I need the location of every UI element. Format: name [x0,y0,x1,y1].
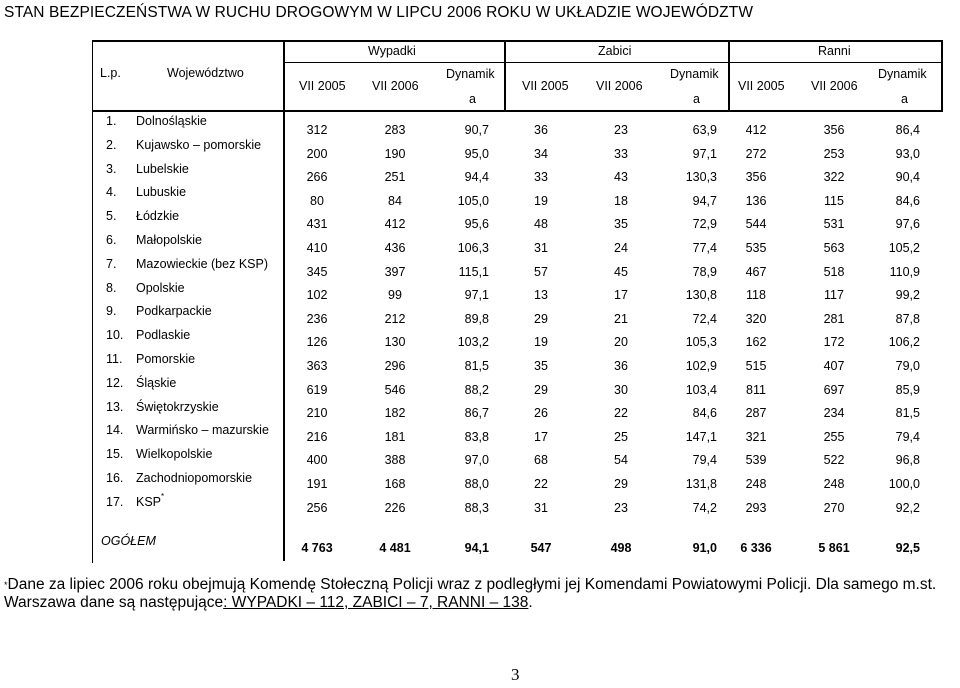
table-cell: 17 [614,288,628,303]
table-cell: 97,6 [895,217,920,232]
row-wojewodztwo [136,352,195,366]
row-wojewodztwo [136,257,268,271]
total-cell: 92,5 [895,541,920,555]
header-vii2006: VII 2006 [372,79,419,93]
row-lp: 10. [106,328,124,343]
table-cell: 210 [306,406,328,421]
row-lp: 12. [106,375,124,390]
row-lp: 13. [106,399,124,414]
table-cell: 102,9 [685,359,717,373]
table-cell: 256 [306,500,328,515]
table-cell: 30 [614,382,628,397]
table-cell: 68 [534,453,548,468]
table-cell: 544 [745,217,767,232]
table-cell: 172 [823,335,845,350]
table-cell: 45 [614,264,628,279]
row-wojewodztwo [136,114,207,128]
row-wojewodztwo-label: Podlaskie [136,328,191,343]
header-vii2006: VII 2006 [596,79,643,93]
total-cell: 4 763 [301,541,333,555]
row-wojewodztwo [136,138,261,152]
row-lp: 16. [106,471,124,485]
table-cell: 251 [384,170,406,185]
row-wojewodztwo-label: Warmińsko – mazurskie [136,423,269,438]
row-wojewodztwo-label: Dolnośląskie [136,114,207,128]
table-cell: 95,6 [464,217,489,232]
table-cell: 33 [534,170,548,185]
table-cell: 97,0 [464,453,489,468]
table-cell: 80 [310,193,324,208]
row-wojewodztwo [136,185,186,199]
ksp-footnote-mark: * [161,491,165,501]
table-cell: 94,7 [692,193,717,208]
row-wojewodztwo-label: Łódzkie [136,209,180,224]
table-cell: 200 [306,146,328,161]
header-wojewodztwo: Województwo [167,66,244,80]
table-cell: 86,4 [895,123,920,137]
column-divider [283,40,285,561]
header-dynamika-suffix: a [469,92,476,106]
footnote-mark: * [4,580,8,590]
table-cell: 89,8 [464,311,489,326]
header-dynamika: Dynamik [670,67,719,81]
table-cell: 105,0 [457,193,489,208]
column-divider [728,40,730,110]
total-cell: 6 336 [740,541,772,555]
row-lp: 15. [106,447,124,462]
page-number: 3 [511,665,520,684]
header-group-zabici: Zabici [598,44,632,58]
table-cell: 539 [745,453,767,468]
row-lp: 2. [106,137,117,152]
table-cell: 23 [614,123,628,137]
table-cell: 19 [534,335,548,350]
table-cell: 72,4 [692,311,717,326]
table-cell: 95,0 [464,146,489,161]
table-cell: 190 [384,146,406,161]
table-cell: 29 [614,477,628,491]
row-wojewodztwo [136,233,202,247]
header-vii2005: VII 2005 [738,79,785,93]
table-cell: 270 [823,500,845,515]
table-cell: 36 [614,359,628,373]
table-cell: 23 [614,500,628,515]
table-cell: 130 [384,335,406,350]
table-cell: 407 [823,359,845,373]
table-cell: 92,2 [895,500,920,515]
table-cell: 356 [823,123,845,137]
table-cell: 74,2 [692,500,717,515]
table-cell: 126 [306,335,328,350]
table-cell: 388 [384,453,406,468]
row-wojewodztwo-label: Kujawsko – pomorskie [136,137,262,152]
table-cell: 63,9 [692,123,717,137]
row-wojewodztwo [136,328,190,342]
table-cell: 181 [384,429,406,444]
table-cell: 236 [306,311,328,326]
table-cell: 48 [534,217,548,232]
table-cell: 36 [534,123,548,137]
table-cell: 106,2 [888,335,920,350]
table-cell: 100,0 [888,477,920,491]
table-cell: 79,4 [895,429,920,444]
row-wojewodztwo [136,162,189,176]
row-lp: 3. [106,161,117,176]
table-cell: 234 [823,406,845,421]
header-dynamika: Dynamik [878,67,927,81]
table-cell: 96,8 [895,453,920,468]
row-wojewodztwo-label: KSP [136,494,162,509]
table-cell: 102 [306,288,328,303]
footnote-line-1 [4,576,936,594]
header-vii2005: VII 2005 [299,79,346,93]
table-cell: 54 [614,453,628,468]
column-divider [504,40,506,110]
table-cell: 162 [745,335,767,350]
table-cell: 94,4 [464,170,489,185]
table-cell: 106,3 [457,241,489,255]
table-cell: 18 [614,193,628,208]
total-cell: 498 [610,541,632,555]
row-wojewodztwo [136,400,219,414]
table-cell: 410 [306,241,328,255]
table-cell: 168 [384,477,406,491]
table-cell: 83,8 [464,429,489,444]
row-wojewodztwo [136,423,269,437]
row-wojewodztwo-label: Podkarpackie [136,304,212,319]
table-cell: 34 [534,146,548,161]
table-cell: 79,4 [692,453,717,468]
table-cell: 518 [823,264,845,279]
table-cell: 21 [614,311,628,326]
table-cell: 322 [823,170,845,185]
header-vii2005: VII 2005 [522,79,569,93]
table-cell: 81,5 [895,406,920,421]
table-cell: 99 [388,288,402,303]
row-wojewodztwo [136,447,212,461]
table-cell: 84,6 [692,406,717,421]
table-cell: 110,9 [889,264,920,279]
total-label: OGÓŁEM [101,534,156,548]
table-cell: 130,3 [685,170,717,185]
table-cell: 287 [745,406,767,421]
row-wojewodztwo-label: Małopolskie [136,233,203,247]
table-cell: 105,3 [685,335,717,350]
row-wojewodztwo-label: Mazowieckie (bez KSP) [136,256,268,271]
table-cell: 90,7 [464,123,489,137]
row-lp: 6. [106,233,117,247]
row-lp: 5. [106,209,117,224]
table-cell: 312 [306,123,328,137]
header-group-ranni: Ranni [818,44,851,58]
table-cell: 412 [745,123,767,137]
table-cell: 515 [745,359,767,373]
table-cell: 281 [823,311,845,326]
table-cell: 296 [384,359,406,373]
table-cell: 253 [823,146,845,161]
total-cell: 91,0 [692,541,717,555]
table-cell: 118 [746,288,766,303]
table-cell: 272 [745,146,767,161]
table-cell: 57 [534,264,548,279]
header-dynamika: Dynamik [446,67,495,81]
table-cell: 81,5 [464,359,489,373]
table-cell: 811 [746,382,766,397]
footnote-text-2-end: . [528,594,533,611]
row-wojewodztwo-label: Zachodniopomorskie [136,471,253,485]
header-group-wypadki: Wypadki [368,44,416,58]
table-cell: 105,2 [888,241,920,255]
table-cell: 412 [384,217,406,232]
table-cell: 363 [306,359,328,373]
table-cell: 25 [614,429,628,444]
table-cell: 43 [614,170,628,185]
table-cell: 431 [306,217,328,232]
table-cell: 356 [745,170,767,185]
table-cell: 17 [534,429,548,444]
table-cell: 216 [306,429,328,444]
row-lp: 8. [106,280,117,295]
row-wojewodztwo-label: Śląskie [136,375,177,390]
table-cell: 87,8 [895,311,920,326]
table-cell: 248 [745,477,767,491]
row-wojewodztwo [136,471,252,485]
table-cell: 13 [534,288,548,303]
row-wojewodztwo-label: Świętokrzyskie [136,399,219,414]
row-wojewodztwo [136,491,165,509]
total-cell: 4 481 [379,541,411,555]
table-cell: 103,4 [685,382,717,397]
table-cell: 77,4 [692,241,717,255]
table-cell: 97,1 [464,288,489,303]
table-cell: 88,0 [464,477,489,491]
table-cell: 35 [534,359,548,373]
row-lp: 9. [106,304,117,319]
table-cell: 182 [384,406,406,421]
table-cell: 90,4 [895,170,920,185]
table-cell: 35 [614,217,628,232]
document-title: STAN BEZPIECZEŃSTWA W RUCHU DROGOWYM W LIPCU 2006 ROKU W UKŁADZIE WOJEWÓDZTW [4,4,754,21]
table-cell: 321 [745,429,767,444]
row-wojewodztwo-label: Opolskie [136,280,185,295]
total-cell: 5 861 [818,541,850,555]
row-lp: 17. [106,494,124,509]
total-cell: 547 [530,541,552,555]
table-cell: 84 [388,193,402,208]
table-cell: 24 [614,241,628,255]
table-cell: 115 [824,193,844,208]
table-cell: 266 [306,170,328,185]
table-cell: 72,9 [692,217,717,232]
row-wojewodztwo-label: Wielkopolskie [136,447,213,462]
table-cell: 19 [534,193,548,208]
table-cell: 22 [614,406,628,421]
table-cell: 522 [823,453,845,468]
table-cell: 31 [534,500,548,515]
table-cell: 84,6 [895,193,920,208]
table-cell: 88,2 [464,382,489,397]
row-wojewodztwo-label: Lubuskie [136,185,187,200]
table-cell: 29 [534,311,548,326]
table-cell: 293 [745,500,767,515]
footnote-text-1: Dane za lipiec 2006 roku obejmują Komendę Stołeczną Policji wraz z podległymi jej Komendami Powiatowymi Policji. Dla samego m.st. [7,576,937,593]
table-cell: 563 [823,241,845,255]
table-cell: 531 [823,217,845,232]
table-cell: 467 [745,264,767,279]
table-cell: 130,8 [685,288,717,303]
table-cell: 31 [534,241,548,255]
table-cell: 26 [534,406,548,421]
table-cell: 131,8 [685,477,717,491]
table-cell: 546 [384,382,406,397]
row-lp: 4. [106,185,117,200]
table-cell: 619 [306,382,328,397]
table-cell: 33 [614,146,628,161]
group-underline [285,62,942,63]
row-wojewodztwo [136,209,179,223]
header-dynamika-suffix: a [693,92,700,106]
table-cell: 79,0 [895,359,920,373]
table-cell: 535 [745,241,767,255]
table-cell: 99,2 [895,288,920,303]
table-cell: 78,9 [692,264,717,279]
table-cell: 117 [824,288,844,303]
table-cell: 226 [384,500,406,515]
footnote [4,576,936,612]
table-cell: 29 [534,382,548,397]
header-dynamika-suffix: a [901,92,908,106]
table-cell: 212 [384,311,406,326]
row-wojewodztwo [136,376,176,390]
table-cell: 248 [823,477,845,491]
footnote-line-2 [4,594,936,612]
row-lp: 1. [106,114,117,128]
table-cell: 136 [745,193,767,208]
table-cell: 147,1 [685,429,717,444]
row-lp: 11. [106,352,123,366]
row-lp: 14. [106,423,124,438]
row-wojewodztwo-label: Pomorskie [136,352,196,366]
table-cell: 436 [384,241,406,255]
header-vii2006: VII 2006 [811,79,858,93]
row-wojewodztwo-label: Lubelskie [136,161,189,176]
footnote-warsaw-data: : WYPADKI – 112, ZABICI – 7, RANNI – 138 [223,594,529,611]
table-cell: 22 [534,477,548,491]
header-divider [92,110,943,112]
table-cell: 103,2 [457,335,489,350]
table-cell: 97,1 [692,146,717,161]
row-wojewodztwo [136,281,185,295]
table-cell: 400 [306,453,328,468]
footnote-text-2: Warszawa dane są następujące [4,594,224,611]
table-cell: 345 [306,264,328,279]
table-cell: 115,1 [458,264,489,279]
table-cell: 191 [306,477,328,491]
header-lp: L.p. [100,66,121,80]
table-cell: 283 [384,123,406,137]
table-cell: 86,7 [464,406,489,421]
row-lp: 7. [106,256,117,271]
table-cell: 397 [384,264,406,279]
total-cell: 94,1 [464,541,489,555]
table-cell: 85,9 [895,382,920,397]
table-cell: 88,3 [464,500,489,515]
table-cell: 93,0 [895,146,920,161]
table-cell: 697 [823,382,845,397]
table-cell: 20 [614,335,628,350]
table-cell: 255 [823,429,845,444]
row-wojewodztwo [136,304,212,318]
column-divider [941,40,943,111]
table-cell: 320 [745,311,767,326]
